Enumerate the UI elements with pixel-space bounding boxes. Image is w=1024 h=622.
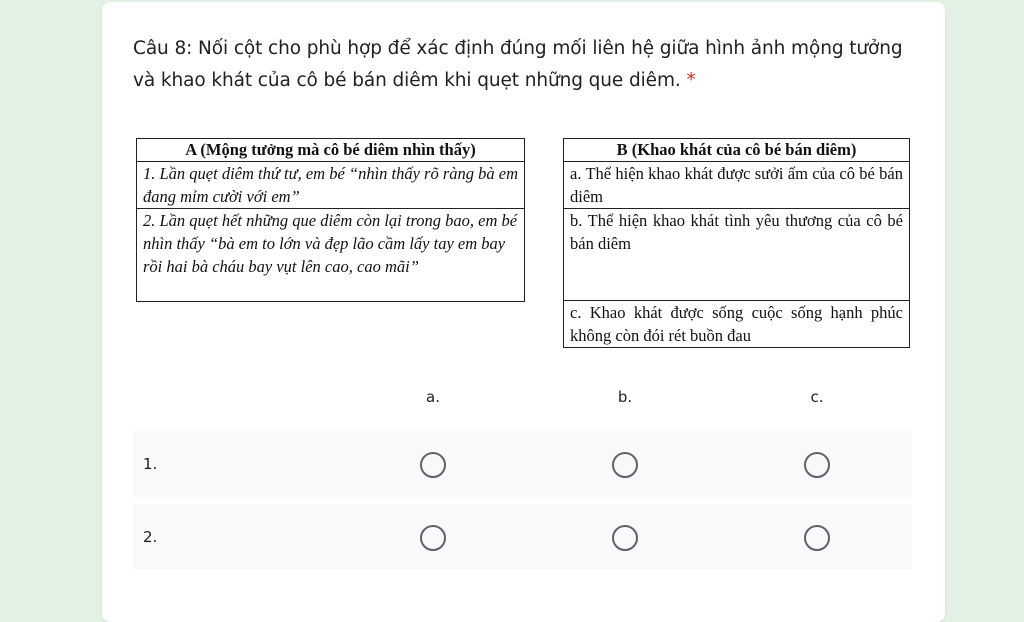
column-label-c: c. [810, 388, 824, 406]
table-a-row-2: 2. Lần quẹt hết những que diêm còn lại trong bao, em bé nhìn thấy “bà em to lớn và đẹp lão cầm lấy tay em bay rồi hai bà cháu bay vụt lên cao, cao mãi” [137, 209, 525, 302]
table-b-row-b: b. Thể hiện khao khát tình yêu thương của cô bé bán diêm [564, 209, 910, 301]
table-b-row-c: c. Khao khát được sống cuộc sống hạnh phúc không còn đói rét buồn đau [564, 301, 910, 348]
question-text: Câu 8: Nối cột cho phù hợp để xác định đúng mối liên hệ giữa hình ảnh mộng tưởng và khao khát của cô bé bán diêm khi quẹt những que diêm. [133, 38, 903, 91]
table-b-header: B (Khao khát của cô bé bán diêm) [564, 139, 910, 162]
grid-column-headers [0, 386, 1024, 408]
radio-row-1-col-b[interactable] [612, 452, 638, 478]
table-a [136, 138, 525, 302]
radio-row-1-col-c[interactable] [804, 452, 830, 478]
row-label-2: 2. [143, 528, 158, 546]
grid-row-2 [133, 504, 912, 570]
radio-row-1-col-a[interactable] [420, 452, 446, 478]
table-a-header: A (Mộng tưởng mà cô bé diêm nhìn thấy) [137, 139, 525, 162]
radio-row-2-col-c[interactable] [804, 525, 830, 551]
column-label-b: b. [617, 388, 633, 406]
radio-row-2-col-b[interactable] [612, 525, 638, 551]
table-a-row-1: 1. Lần quẹt diêm thứ tư, em bé “nhìn thấy rõ ràng bà em đang mỉm cười với em” [137, 162, 525, 209]
table-b-row-a: a. Thể hiện khao khát được sưởi ấm của cô bé bán diêm [564, 162, 910, 209]
row-label-1: 1. [143, 455, 158, 473]
required-asterisk: * [686, 70, 696, 91]
question-title [133, 33, 903, 97]
radio-row-2-col-a[interactable] [420, 525, 446, 551]
column-label-a: a. [426, 388, 440, 406]
grid-row-1 [133, 431, 912, 497]
table-b [563, 138, 910, 348]
